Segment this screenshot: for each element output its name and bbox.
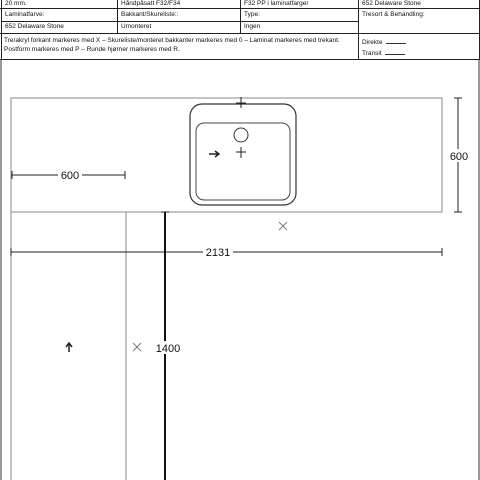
edge-type: F32 PP i laminatfarger [244,0,309,7]
width-dimension [11,245,442,259]
type-value: Ingen [244,23,261,30]
edge-color: 652 Delaware Stone [362,0,421,7]
sink [190,97,296,205]
type-label: Type: [244,11,260,18]
delivery-direct-label: Direkte [362,39,383,46]
laminate-value: 652 Delaware Stone [5,23,64,30]
legend-line: Tre/akryl forkant markeres med X – Skureliste/monteret bakkanter markeres med 0 – Laminat markeres med trekant. [4,37,340,44]
drain-icon [234,128,248,142]
legend-line: Postform markeres med P – Runde hjørner markeres med R. [4,46,180,53]
dimension-label: 600 [449,151,469,163]
wood-treatment-label: Tresort & Behandling: [362,11,425,18]
delivery-transit-label: Transit [362,50,382,57]
backsplash-label: Bakkant/Skureliste:: [121,11,179,18]
dimension-label: 1400 [155,343,181,355]
edge-thickness: 20 mm. [5,0,27,7]
depth-dimension [446,98,468,212]
edge-applied: Håndpåsatt F32/F34 [121,0,181,7]
dimension-label: 2131 [205,247,231,259]
arrow-up-icon [66,343,72,352]
backsplash-value: Umonteret [121,23,152,30]
edge-marker-x-icon [279,222,287,230]
dimension-label: 600 [60,170,80,182]
laminate-label: Laminatfarve: [5,11,45,18]
edge-marker-x-icon [133,343,141,351]
